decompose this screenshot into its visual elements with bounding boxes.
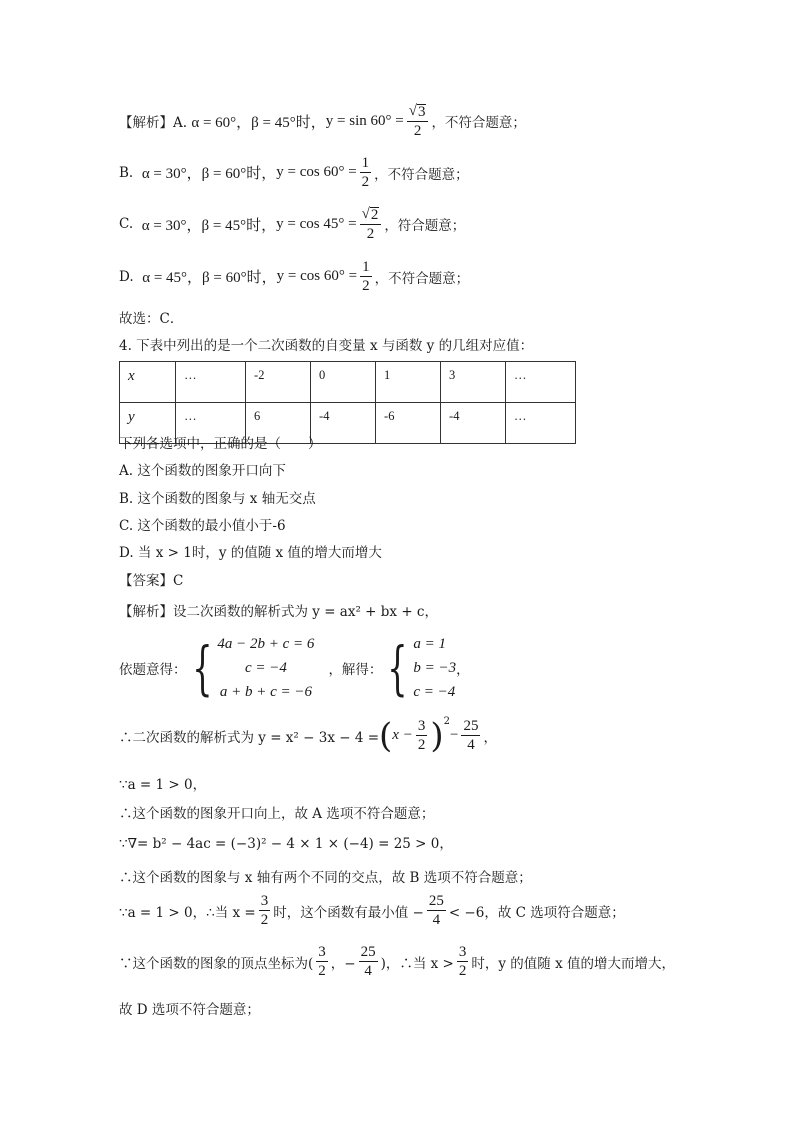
equation: c = −4 <box>244 660 287 676</box>
text-segment: < −6，故 C 选项符合题意； <box>448 904 625 921</box>
analysis-line-2 <box>119 632 470 704</box>
question-prompt: 下列各选项中，正确的是（ ） <box>119 436 322 452</box>
fraction <box>427 893 446 928</box>
brace-icon: { <box>191 634 213 702</box>
analysis-c-cond: α = 30°，β = 45°时， <box>141 217 277 234</box>
brace-icon: { <box>387 634 409 702</box>
table-cell: -4 <box>311 403 376 444</box>
analysis-line-7: ∴这个函数的图象与 x 轴有两个不同的交点，故 B 选项不符合题意； <box>119 870 532 886</box>
table-cell: 3 <box>441 362 506 403</box>
fraction: √ 3 2 <box>407 103 429 139</box>
fraction-numerator: 1 <box>362 259 370 275</box>
table-cell: y <box>120 403 176 444</box>
option-label: C. <box>119 216 134 232</box>
fraction-denominator: 2 <box>458 963 467 979</box>
system-rows <box>217 632 314 704</box>
table-cell: … <box>506 403 576 444</box>
option-label: D. <box>119 268 134 285</box>
text-segment: ∴二次函数的解析式为 y = x² − 3x − 4 = <box>119 729 380 746</box>
fraction-numerator: 1 <box>361 155 370 171</box>
fraction <box>461 718 480 753</box>
table-cell: -2 <box>246 362 311 403</box>
table-cell: -4 <box>441 403 506 444</box>
fraction-denominator: 4 <box>432 912 441 928</box>
fraction <box>457 944 469 979</box>
text-segment: x − <box>392 727 413 743</box>
table-cell: 6 <box>246 403 311 444</box>
text-segment: 时，这个函数有最小值 − <box>273 904 424 921</box>
fraction-denominator: 2 <box>362 278 370 294</box>
fraction <box>359 944 378 979</box>
fraction-denominator: 2 <box>318 963 326 979</box>
fraction <box>316 944 328 979</box>
analysis-b-end: ，不符合题意； <box>374 166 469 183</box>
table-cell: 0 <box>311 362 376 403</box>
equation: 4a − 2b + c = 6 <box>217 636 315 652</box>
equation-system <box>187 632 315 704</box>
fraction-numerator: 3 <box>417 718 426 734</box>
analysis-c-line <box>119 206 465 242</box>
fraction-numerator: 3 <box>458 944 467 960</box>
fraction-denominator: 2 <box>413 123 422 139</box>
analysis-b-line <box>119 155 469 190</box>
fraction <box>360 155 372 190</box>
text-segment: ∵这个函数的图象的顶点坐标为( <box>119 955 314 972</box>
fraction <box>259 893 271 928</box>
text-segment: ∵a = 1 > 0，∴当 x = <box>119 904 256 921</box>
text-segment: ， <box>483 729 497 746</box>
analysis-line-9 <box>119 944 675 979</box>
table-cell: 1 <box>376 362 441 403</box>
table-cell: … <box>176 403 246 444</box>
analysis-line-3: ∴二次函数的解析式为 y = x² − 3x − 4 = ( x − $\frac{3}{2}$ ) $^2$ − $\frac{25}{4}$ ， <box>119 715 497 756</box>
fraction-denominator: 4 <box>364 963 372 979</box>
sqrt-radicand: 2 <box>370 207 379 223</box>
text-segment: )，∴当 x > <box>380 955 454 972</box>
option-b: B. 这个函数的图象与 x 轴无交点 <box>119 491 316 507</box>
table-cell: -6 <box>376 403 441 444</box>
analysis-a-line <box>119 103 526 139</box>
option-d: D. 当 x > 1时，y 的值随 x 值的增大而增大 <box>119 545 382 561</box>
text-segment: 依题意得： <box>119 662 187 678</box>
choice-line: 故选：C． <box>119 311 184 327</box>
analysis-line-8 <box>119 893 625 928</box>
option-c: C. 这个函数的最小值小于-6 <box>119 518 286 534</box>
analysis-line-4: ∵a = 1 > 0， <box>119 777 207 793</box>
fraction <box>416 718 428 753</box>
fraction-denominator: 2 <box>366 226 375 242</box>
text-segment: ，− <box>330 955 356 972</box>
analysis-a-expr: y = sin 60° = <box>325 112 404 129</box>
analysis-d-line <box>119 259 469 294</box>
analysis-line-1: 【解析】设二次函数的解析式为 y = ax² + bx + c， <box>119 604 438 620</box>
system-rows <box>413 632 456 704</box>
analysis-label: 【解析】A. <box>119 115 188 131</box>
fraction-numerator: 25 <box>360 944 376 960</box>
fraction-numerator: 25 <box>463 718 479 734</box>
equation: c = −4 <box>413 684 456 700</box>
text-segment: 时，y 的值随 x 值的增大而增大， <box>471 955 675 972</box>
fraction-denominator: 2 <box>260 912 269 928</box>
fraction: √ 2 2 <box>360 206 382 242</box>
equation: b = −3 <box>413 660 457 676</box>
text-segment: − <box>449 727 459 743</box>
fraction-numerator: 25 <box>428 893 444 909</box>
text-segment: ，解得： <box>328 662 383 678</box>
fraction-denominator: 4 <box>467 737 475 753</box>
analysis-a-cond: α = 60°，β = 45°时， <box>191 114 326 131</box>
equation: a + b + c = −6 <box>219 684 312 700</box>
table-cell: … <box>506 362 576 403</box>
fraction-denominator: 2 <box>417 737 426 753</box>
table-row <box>120 362 576 403</box>
question-stem: 4. 下表中列出的是一个二次函数的自变量 x 与函数 y 的几组对应值： <box>119 338 534 354</box>
analysis-c-expr: y = cos 45° = <box>276 215 357 232</box>
analysis-c-end: ，符合题意； <box>384 218 466 234</box>
analysis-d-end: ，不符合题意； <box>374 270 470 287</box>
analysis-d-cond: α = 45°，β = 60°时， <box>142 270 277 286</box>
analysis-line-6: ∵∇= b² − 4ac = (−3)² − 4 × 1 × (−4) = 25 > 0， <box>119 836 453 852</box>
table-cell: … <box>176 362 246 403</box>
analysis-line-5: ∴这个函数的图象开口向上，故 A 选项不符合题意； <box>119 806 435 822</box>
fraction <box>360 259 372 294</box>
equation: a = 1 <box>413 636 446 652</box>
option-a: A. 这个函数的图象开口向下 <box>119 463 286 479</box>
fraction-numerator: 3 <box>260 893 269 909</box>
analysis-b-expr: y = cos 60° = <box>276 164 357 180</box>
sqrt-radicand: 3 <box>417 104 426 120</box>
paren-icon: ( <box>379 715 393 756</box>
analysis-a-end: ，不符合题意； <box>431 115 526 131</box>
analysis-d-expr: y = cos 60° = <box>276 268 358 284</box>
text-segment: ， <box>456 662 470 678</box>
paren-icon: ) <box>430 715 444 756</box>
option-label: B. <box>119 164 134 181</box>
analysis-line-10: 故 D 选项不符合题意； <box>119 1002 260 1018</box>
analysis-b-cond: α = 30°，β = 60°时， <box>141 166 277 182</box>
fraction-numerator: 3 <box>318 944 326 960</box>
table-cell: x <box>120 362 176 403</box>
answer: 【答案】C <box>119 573 184 589</box>
fraction-denominator: 2 <box>361 174 370 190</box>
solution-system <box>382 632 456 704</box>
